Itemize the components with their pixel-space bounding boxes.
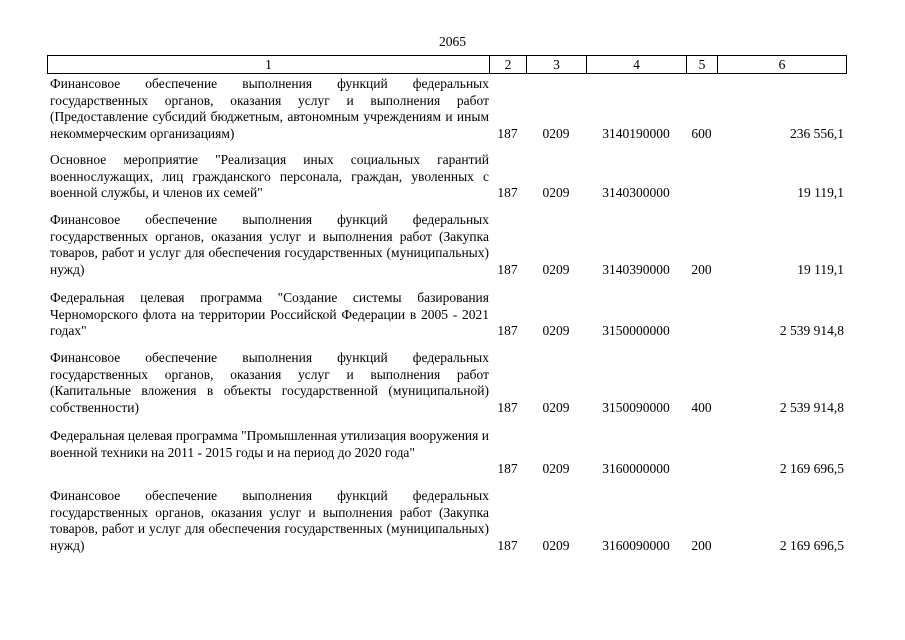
row-target: 3150000000 — [602, 323, 670, 339]
row-target: 3150090000 — [602, 400, 670, 416]
row-description: Федеральная целевая программа "Создание системы базирования Черноморского флота на территории Российской Федерации в 2005 - 2021 годах" — [50, 290, 489, 339]
row-amount: 2 539 914,8 — [779, 323, 844, 339]
row-amount: 2 169 696,5 — [779, 461, 844, 477]
row-section: 0209 — [542, 400, 570, 416]
row-description: Финансовое обеспечение выполнения функций федеральных государственных органов, оказания услуг и выполнения работ (Предоставление субсидий бюджетным, автономным учреждениям и иным некоммерческим организациям) — [50, 76, 489, 142]
table-row — [47, 76, 847, 143]
row-expense-type: 400 — [691, 400, 712, 416]
row-ministry: 187 — [497, 538, 518, 554]
row-ministry: 187 — [497, 185, 518, 201]
table-row — [47, 290, 847, 340]
table-row — [47, 350, 847, 417]
row-description: Основное мероприятие "Реализация иных социальных гарантий военнослужащих, лиц гражданского персонала, граждан, уволенных с военной службы, и членов их семей" — [50, 152, 489, 201]
row-section: 0209 — [542, 126, 570, 142]
table-header — [47, 55, 847, 74]
row-target: 3140390000 — [602, 262, 670, 278]
budget-table — [47, 55, 847, 554]
row-target: 3160000000 — [602, 461, 670, 477]
row-description: Финансовое обеспечение выполнения функций федеральных государственных органов, оказания услуг и выполнения работ (Капитальные вложения в объекты государственной (муниципальной) собственности) — [50, 350, 489, 416]
row-expense-type: 600 — [691, 126, 712, 142]
row-section: 0209 — [542, 185, 570, 201]
row-target: 3140190000 — [602, 126, 670, 142]
header-col-2: 2 — [489, 56, 526, 73]
row-section: 0209 — [542, 323, 570, 339]
header-col-4: 4 — [586, 56, 686, 73]
row-section: 0209 — [542, 461, 570, 477]
row-expense-type: 200 — [691, 538, 712, 554]
row-section: 0209 — [542, 538, 570, 554]
header-col-1: 1 — [47, 56, 489, 73]
row-ministry: 187 — [497, 262, 518, 278]
row-ministry: 187 — [497, 126, 518, 142]
row-section: 0209 — [542, 262, 570, 278]
row-description: Федеральная целевая программа "Промышленная утилизация вооружения и военной техники на 2011 - 2015 годы и на период до 2020 года" — [50, 428, 489, 460]
row-description: Финансовое обеспечение выполнения функций федеральных государственных органов, оказания услуг и выполнения работ (Закупка товаров, работ и услуг для обеспечения государственных (муниципальных) нужд) — [50, 488, 489, 554]
row-description: Финансовое обеспечение выполнения функций федеральных государственных органов, оказания услуг и выполнения работ (Закупка товаров, работ и услуг для обеспечения государственных (муниципальных) нужд) — [50, 212, 489, 278]
row-amount: 2 169 696,5 — [779, 538, 844, 554]
table-row — [47, 212, 847, 279]
header-col-6: 6 — [717, 56, 847, 73]
header-col-3: 3 — [526, 56, 586, 73]
page-number: 2065 — [439, 34, 466, 49]
row-amount: 2 539 914,8 — [779, 400, 844, 416]
row-target: 3140300000 — [602, 185, 670, 201]
row-ministry: 187 — [497, 400, 518, 416]
row-expense-type: 200 — [691, 262, 712, 278]
row-amount: 19 119,1 — [797, 185, 844, 201]
header-col-5: 5 — [686, 56, 717, 73]
table-row — [47, 152, 847, 202]
row-amount: 19 119,1 — [797, 262, 844, 278]
row-amount: 236 556,1 — [790, 126, 844, 142]
table-row — [47, 488, 847, 555]
row-ministry: 187 — [497, 323, 518, 339]
row-ministry: 187 — [497, 461, 518, 477]
table-row — [47, 428, 847, 478]
row-target: 3160090000 — [602, 538, 670, 554]
